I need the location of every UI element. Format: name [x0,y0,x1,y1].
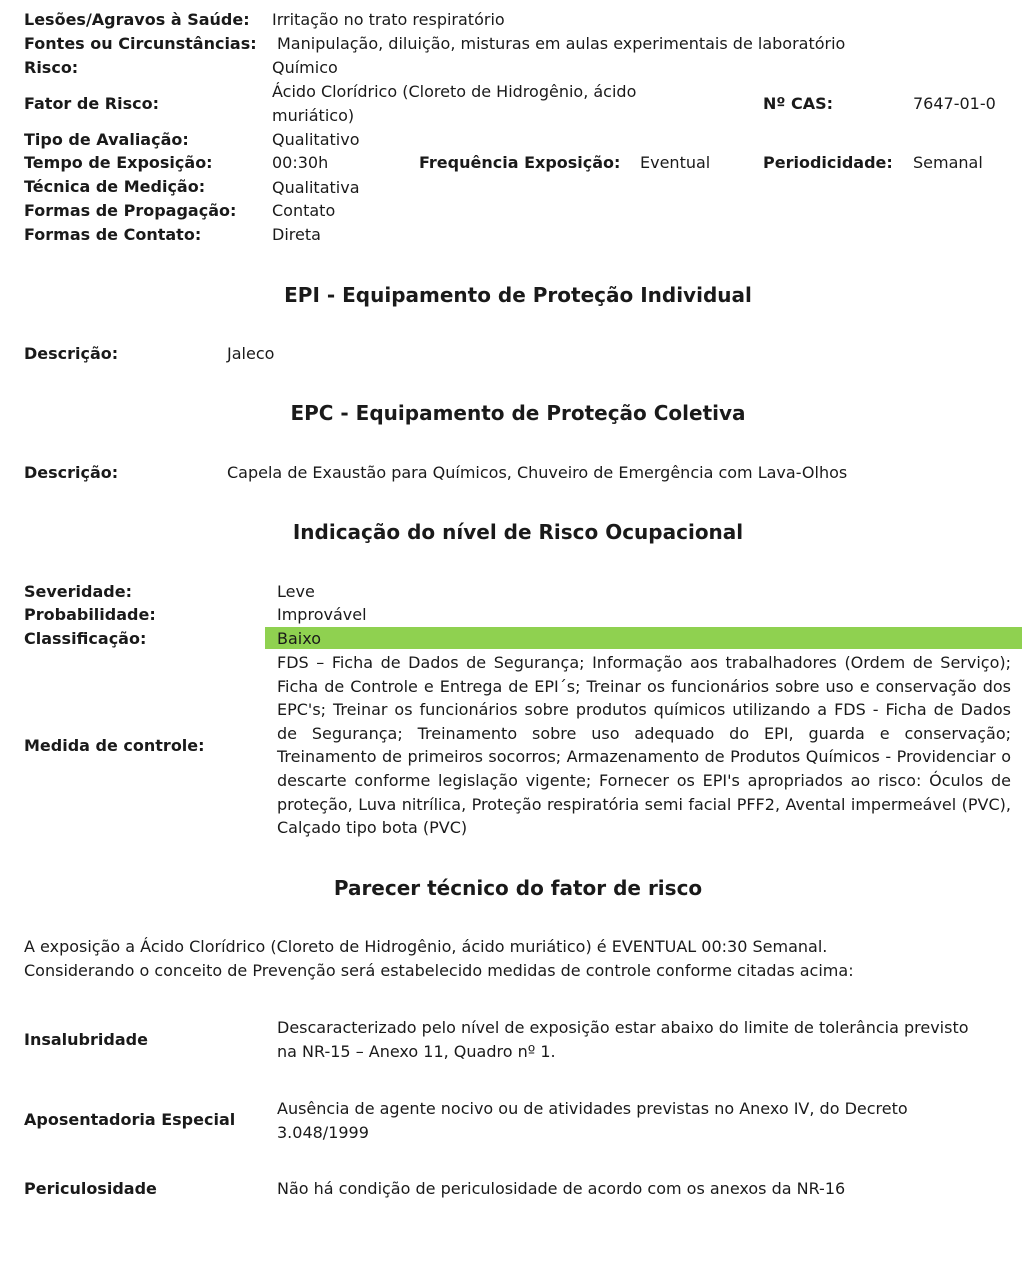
cas-value: 7647-01-0 [913,94,996,113]
contato-label: Formas de Contato: [24,225,202,244]
epc-heading: EPC - Equipamento de Proteção Coletiva [290,401,746,425]
epi-description-label: Descrição: [24,344,119,363]
risco-label: Risco: [24,58,79,77]
periculosidade-label: Periculosidade [24,1179,157,1198]
periodicidade-label: Periodicidade: [763,153,893,172]
parecer-heading: Parecer técnico do fator de risco [333,876,703,900]
fator-value-line1: Ácido Clorídrico (Cloreto de Hidrogênio, ácido [272,82,637,101]
epi-heading: EPI - Equipamento de Proteção Individual [284,283,752,307]
medida-label: Medida de controle: [24,736,205,755]
frequencia-value: Eventual [640,153,711,172]
tipo-value: Qualitativo [272,130,360,149]
epc-description-value: Capela de Exaustão para Químicos, Chuveiro de Emergência com Lava-Olhos [227,463,848,482]
risk-level-heading: Indicação do nível de Risco Ocupacional [292,520,744,544]
parecer-line1: A exposição a Ácido Clorídrico (Cloreto de Hidrogênio, ácido muriático) é EVENTUAL 00:30 Semanal. [24,937,828,956]
periodicidade-value: Semanal [913,153,983,172]
tempo-value: 00:30h [272,153,329,172]
tipo-label: Tipo de Avaliação: [24,130,189,149]
probabilidade-label: Probabilidade: [24,605,156,624]
aposentadoria-label: Aposentadoria Especial [24,1110,236,1129]
fontes-value: Manipulação, diluição, misturas em aulas experimentais de laboratório [277,34,846,53]
probabilidade-value: Improvável [277,605,367,624]
medida-value: FDS – Ficha de Dados de Segurança; Informação aos trabalhadores (Ordem de Serviço); Ficha de Controle e Entrega de EPI´s; Treinar os funcionários sobre uso e conservação dos EPC's; Treinar os funcionários sobre produtos químicos utilizando a FDS - Ficha de Dados de Segurança; Treinamento sobre uso adequado do EPI, guarda e conservação; Treinamento de primeiros socorros; Armazenamento de Produtos Químicos - Providenciar o descarte conforme legislação vigente; Fornecer os EPI's apropriados ao risco: Óculos de proteção, Luva nitrílica, Proteção respiratória semi facial PFF2, Avental impermeável (PVC), Calçado tipo bota (PVC) [277,653,1011,838]
fontes-label: Fontes ou Circunstâncias: [24,34,257,53]
insalubridade-label: Insalubridade [24,1030,148,1049]
frequencia-label: Frequência Exposição: [419,153,621,172]
severidade-label: Severidade: [24,582,132,601]
fator-value-line2: muriático) [272,106,355,125]
tempo-label: Tempo de Exposição: [24,153,213,172]
parecer-line2: Considerando o conceito de Prevenção será estabelecido medidas de controle conforme citadas acima: [24,961,854,980]
lesoes-label: Lesões/Agravos à Saúde: [24,10,250,29]
fator-label: Fator de Risco: [24,94,159,113]
aposentadoria-value: Ausência de agente nocivo ou de atividades previstas no Anexo IV, do Decreto 3.048/1999 [277,1099,908,1142]
insalubridade-value: Descaracterizado pelo nível de exposição estar abaixo do limite de tolerância previsto na NR-15 – Anexo 11, Quadro nº 1. [277,1018,969,1061]
tecnica-label: Técnica de Medição: [24,177,206,196]
severidade-value: Leve [277,582,315,601]
classificacao-highlight [265,627,1022,649]
contato-value: Direta [272,225,321,244]
classificacao-label: Classificação: [24,629,147,648]
classificacao-value: Baixo [277,629,321,648]
propagacao-label: Formas de Propagação: [24,201,237,220]
tecnica-value: Qualitativa [272,178,360,197]
risco-value: Químico [272,58,338,77]
periculosidade-value: Não há condição de periculosidade de acordo com os anexos da NR-16 [277,1179,846,1198]
epc-description-label: Descrição: [24,463,119,482]
epi-description-value: Jaleco [227,344,275,363]
lesoes-value: Irritação no trato respiratório [272,10,505,29]
propagacao-value: Contato [272,201,336,220]
cas-label: Nº CAS: [763,94,834,113]
